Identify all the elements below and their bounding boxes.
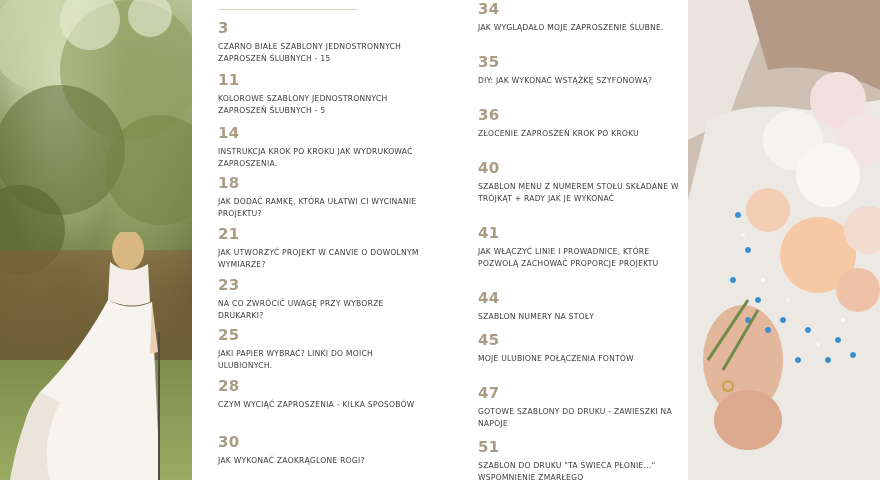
divider-line: [218, 9, 358, 10]
toc-entry: [478, 159, 688, 205]
toc-entry: [478, 331, 688, 365]
entry-title: CZYM WYCIĄĆ ZAPROSZENIA - KILKA SPOSOBÓW: [218, 400, 415, 409]
page-number: 34: [478, 0, 500, 18]
toc-entry: [478, 0, 688, 34]
toc-entry: [478, 438, 688, 480]
toc-entry: [218, 225, 428, 271]
entry-title: JAK WYGLĄDAŁO MOJE ZAPROSZENIE ŚLUBNE.: [478, 23, 664, 32]
toc-entry: [478, 384, 688, 430]
photo-bride-garden: [0, 0, 192, 480]
entry-title: CZARNO BIAŁE SZABLONY JEDNOSTRONNYCH ZAPROSZEŃ ŚLUBNYCH - 15: [218, 42, 402, 63]
toc-entry: [218, 433, 428, 467]
entry-title: KOLOROWE SZABLONY JEDNOSTRONNYCH ZAPROSZEŃ ŚLUBNYCH - 5: [218, 94, 388, 115]
entry-title: SZABLON NUMERY NA STOŁY: [478, 312, 595, 321]
page-number: 36: [478, 106, 500, 124]
page-number: 14: [218, 124, 240, 142]
page-number: 44: [478, 289, 500, 307]
entry-title: JAKI PAPIER WYBRAĆ? LINKI DO MOICH ULUBIONYCH.: [218, 349, 373, 370]
entry-title: DIY: JAK WYKONAĆ WSTĄŻKĘ SZYFONOWĄ?: [478, 76, 653, 85]
toc-entry: [478, 289, 688, 323]
entry-title: GOTOWE SZABLONY DO DRUKU - ZAWIESZKI NA NAPOJE: [478, 407, 672, 428]
entry-title: MOJE ULUBIONE POŁĄCZENIA FONTÓW: [478, 354, 634, 363]
entry-title: SZABLON MENU Z NUMEREM STOŁU SKŁADANE W TRÓJKĄT + RADY JAK JE WYKONAĆ: [478, 182, 679, 203]
entry-title: JAK WYKONAĆ ZAOKRĄGLONE ROGI?: [218, 456, 365, 465]
toc-entry: [218, 71, 428, 117]
page-number: 51: [478, 438, 500, 456]
entry-title: SZABLON DO DRUKU "TA ŚWIECA PŁONIE..." WSPOMNIENIE ZMARŁEGO: [478, 461, 656, 480]
toc-entry: [478, 224, 688, 270]
page-number: 28: [218, 377, 240, 395]
entry-title: JAK UTWORZYĆ PROJEKT W CANVIE O DOWOLNYM WYMIARZE?: [218, 248, 419, 269]
page-number: 35: [478, 53, 500, 71]
page-number: 45: [478, 331, 500, 349]
bouquet-art: [688, 0, 880, 480]
entry-title: ZŁOCENIE ZAPROSZEŃ KROK PO KROKU: [478, 129, 639, 138]
toc-entry: [218, 124, 428, 170]
table-of-contents: [192, 0, 688, 480]
page-number: 30: [218, 433, 240, 451]
page-number: 21: [218, 225, 240, 243]
entry-title: JAK WŁĄCZYĆ LINIE I PROWADNICE, KTÓRE POZWOLĄ ZACHOWAĆ PROPORCJE PROJEKTU: [478, 247, 659, 268]
entry-title: NA CO ZWRÓCIĆ UWAGĘ PRZY WYBORZE DRUKARKI?: [218, 299, 384, 320]
page-number: 41: [478, 224, 500, 242]
toc-entry: [478, 106, 688, 140]
page-number: 23: [218, 276, 240, 294]
toc-entry: [218, 326, 428, 372]
toc-entry: [218, 174, 428, 220]
toc-entry: [218, 377, 428, 411]
page-number: 40: [478, 159, 500, 177]
entry-title: INSTRUKCJA KROK PO KROKU JAK WYDRUKOWAĆ ZAPROSZENIA.: [218, 147, 413, 168]
page-number: 3: [218, 19, 229, 37]
page-number: 18: [218, 174, 240, 192]
page-number: 25: [218, 326, 240, 344]
bride-figure: [10, 232, 160, 480]
toc-entry: [218, 276, 428, 322]
entry-title: JAK DODAĆ RAMKĘ, KTÓRA UŁATWI CI WYCINANIE PROJEKTU?: [218, 197, 417, 218]
photo-bouquet: [688, 0, 880, 480]
toc-entry: [218, 19, 428, 65]
page-number: 47: [478, 384, 500, 402]
toc-entry: [478, 53, 688, 87]
page-number: 11: [218, 71, 240, 89]
